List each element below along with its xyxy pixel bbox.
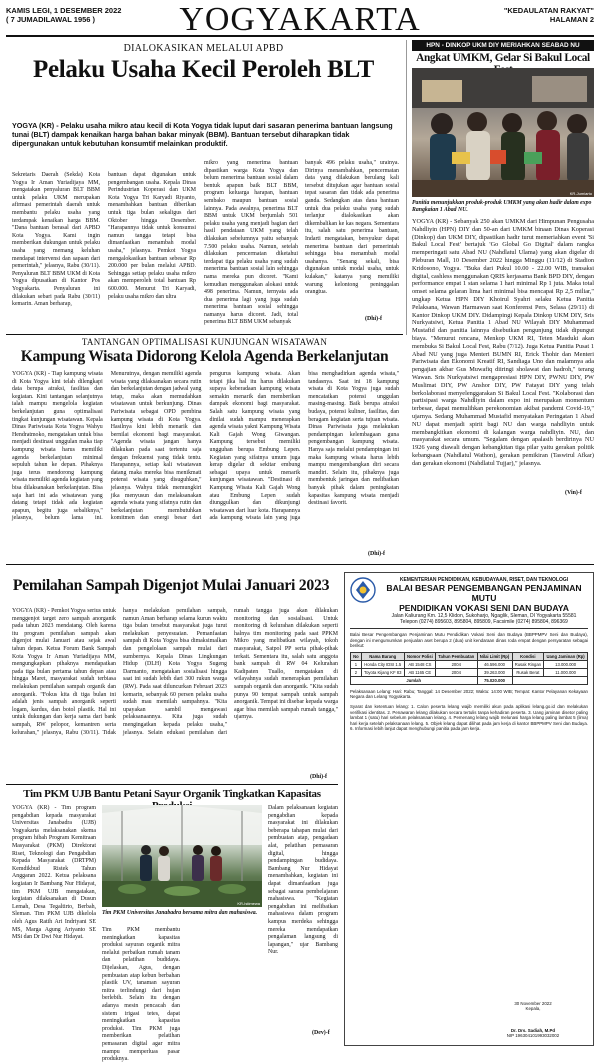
story5-photo-credit: KR-Istimewa [237, 901, 260, 906]
notice-header-text [380, 577, 588, 625]
notice-address: Jalan Kaliurang Km. 12,5 Klidon, Sukoharjo, Ngaglik, Sleman, DI Yogyakarta 55581 [391, 613, 577, 619]
story1-lead-text: - Pelaku usaha mikro atau kecil di Kota Yogya tidak luput dari sasaran penerima bantuan langsung tunai (BLT) dampak kenaikan harga bahan bakar minyak (BBM). Bantuan tersebut diharapkan tidak dipergunakan untuk kebutuhan konsumtif melainkan produktif. [12, 121, 393, 148]
story3-kicker: TANTANGAN OPTIMALISASI KUNJUNGAN WISATAWAN [81, 337, 328, 347]
table-cell: 13.000.000 [544, 660, 588, 668]
table-cell: Toyota Kijang KF 83 [361, 668, 404, 676]
notice-col-year: Tahun Pembuatan [435, 652, 477, 660]
notice-total-blank [512, 676, 588, 684]
table-cell: AB 1165 CE [404, 668, 435, 676]
story5-mid-text: Tim PKM membantu meningkatkan kapasitas produksi sayuran organik mitra melalui perbaikan rumah tanam dan pelatihan budidaya. Dijelaskan, Agus, dengan pembuatan atap kebun berbahan plastik UV, tanaman sayuran mitra terlindungi dari hujan berlebih. Selain itu dengan adanya mesin pencacah dan sistem irigasi tetes, dapat meningkatkan kapasitas produksi. Tim PKM juga memberikan pelatihan pemasaran digital agar mitra mampu memperluas pasar produknya. [102, 927, 180, 1063]
notice-sign-name: Dr. Drs. Sadiah, M.Pd [510, 1027, 556, 1033]
table-cell: Honda City IDSI 1.5 [361, 660, 404, 668]
notice-col-no: No [351, 652, 362, 660]
table-cell: 2004 [435, 660, 477, 668]
notice-total-value: 75.020.000 [477, 676, 512, 684]
notice-col-item: Nama Barang [361, 652, 404, 660]
story5-photo [102, 805, 262, 907]
table-cell: 11.000.000 [544, 668, 588, 676]
story1-lead [12, 121, 397, 148]
notice-signature-space [483, 1012, 583, 1028]
notice-total-label: Jumlah [351, 676, 478, 684]
table-cell: Rusak Berat [512, 668, 544, 676]
story3-end-mark: (Dhi)-f [368, 551, 386, 557]
story2-photo [412, 68, 594, 197]
story3-top-rule [6, 334, 403, 335]
story2-headline: Angkat UMKM, Gelar Si Bakul Local [416, 52, 590, 64]
story4-top-rule [6, 564, 594, 565]
story5-left-text: YOGYA (KR) - Tim program pengabdian kepada masyarakat Universitas Janabadra (UJB) Yogyakarta melaksanakan skema program hibah Program Kemitraan Masyarakat (PKM) Direktorat Riset, Teknologi dan Pengabdian Kepada Masyarakat (DRTPM) Kemdikbud Ristek Tahun Anggaran 2022. Ketua pelaksana kegiatan Ir Bambang Nur Hidayat, tim PKM UJB mengatakan, kegiatan dilaksanakan di Dusun Lemah, Desa Tegaltirto, Berbah, Sleman. Tim PKM UJB dikelola oleh Agus Ratih Ari Indriyani SE MS, Marga Agung Ariyanto SE MSi dan Dr Dwi Nur Hidayat. [12, 805, 96, 941]
table-cell: 1 [351, 660, 362, 668]
issue-hijri-date: ( 7 JUMADILAWAL 1956 ) [6, 15, 96, 24]
page-label: HALAMAN 2 [549, 15, 594, 24]
table-row [351, 660, 588, 668]
story1-column-1 [12, 172, 100, 322]
notice-contact: Telepon (0274) 895603, 895804, 895809, Facsimile (0274) 895804, 896369 [400, 619, 568, 625]
notice-sign-date: 30 November 2022 [514, 1000, 552, 1006]
story1-lead-byline: YOGYA (KR) [12, 121, 55, 130]
auction-notice [344, 572, 594, 1046]
story1-col2-text: bantuan dapat digunakan untuk pengembangan usaha. Kepala Dinas Perindustrian Koperasi dan UKM Kota Yogya Tri Karyadi Riyanto, menambahkan bantuan diberikan untuk tiga bulan sekaligus dari Oktober hingga Desember. "Harapannya tidak untuk konsumsi namun tangga tetapi bisa dimanfaatkan menambah modal usaha," jelasnya. Pemkot Yogya mengalokasikan bantuan sebesar Rp 200.000 per bulan melalui APBD. Sehingga setiap pelaku usaha mikro akan memperoleh total bantuan Rp 600.000. Menurut Tri Karyadi, pelaku usaha mikro dan ultra [108, 172, 196, 300]
story1-headline: Pelaku Usaha Kecil Peroleh BLT [32, 56, 375, 83]
story2-kicker: HPN - DINKOP UKM DIY MERIAHKAN SEABAD NU [412, 40, 594, 51]
story5-top-rule [6, 784, 338, 785]
notice-institution-line1: BALAI BESAR PENGEMBANGAN PENJAMINAN MUTU [386, 583, 582, 603]
notice-schedule: Pelaksanaan Lelang: Hari: Rabu; Tanggal: 14 Desember 2022; Waktu: 14:00 WIB; Tempat: Kantor Pelayanan Kekayaan Negara dan Lelang Yogyakarta. [350, 688, 588, 700]
table-cell: 46.596.000 [477, 660, 512, 668]
story1-col4-text: banyak 496 pelaku usaha," urainya. Dirinya menambahkan, pencermatan data yang dilakukan berulang kali tersebut ditujukan agar bantuan sosial tepat sasaran dan tidak ada penerima ganda. Sedangkan atas dana bantuan untuk dua pelaku usaha yang sudah terlanjur dialokasikan akan dikembalikan ke kas negara. Sementara itu, salah satu penerima bantuan, Indarti mengatakan, bersyukur dapat menerima bantuan dari pemerintah sehingga bisa menambah modal usahanya. "Senang sekali, bisa digunakan untuk modal usaha, untuk kulakan," katanya yang memiliki warung kelontong peninggalan orangtua. [305, 160, 399, 296]
story5-photo-graphic [102, 805, 262, 907]
story4-end-mark: (Dhi)-f [310, 774, 328, 780]
story2-body [412, 218, 594, 490]
notice-signature-block [483, 1001, 583, 1039]
story4-headline: Pemilahan Sampah Digenjot Mulai Januari 2023 [12, 577, 330, 594]
story5-headline: Tim PKM UJB Bantu Petani Sayur Organik Tingkatkan Kapasitas [23, 788, 321, 800]
story5-body-right [268, 805, 338, 1030]
notice-intro: Balai Besar Pengembangan Penjaminan Mutu Pendidikan Vokasi Seni dan Budaya (BBPPMPV Seni dan Budaya), dengan ini mengumumkan penjualan aset berupa 2 (dua) unit kendaraan dinas roda empat dengan persyaratan sebagai berikut: [350, 632, 588, 649]
notice-sign-nip: NIP 196304101993032002 [506, 1033, 560, 1039]
table-cell: AB 1548 CS [404, 660, 435, 668]
story3-body [12, 371, 399, 551]
story4-body-text: YOGYA (KR) - Pemkot Yogya serius untuk menggenjot target zero sampah anorganik pada tahun 2023 mendatang. Oleh karena itu program pemilahan sampah akan digenjot mulai Januari atau sejak awal tahun depan. Ketua Forum Bank Sampah Kota Yogya Ir Aman Yuriadijaya MM, mengungkapkan pihaknya mendapatkan pada tiga bulan pertama tahun depan atau hingga Maret, masyarakat sudah terbiasa melakukan pemilahan sampah organik dan anorganik. "Fokus kita di tiga bulan ini adalah jenis sampah anorganik seperti logam, kardus, dan botol plastik. Hal ini untuk dukungan dan kerja sama dari bank sampah, RW pelopor, kemantren serta kelurahan," jelasnya, Rabu (30/11). Tidak hanya melakukan pemilahan sampah, namun Aman berharap selama kurun waktu tiga bulan tersebut masyarakat juga turut melakukan penyesuaian. Pemanfaatan sampah di Kota Yogya bisa dimaksimalkan dan pengelolaan sampah mulai dari sumbernya. Kepala Dinas Lingkungan Hidup (DLH) Kota Yogya Sugeng Darmanto, mengatakan sosialisasi hingga saat ini sudah lebih dari 300 rukun warga (RW). Pada saat diluncurkan Februari 2023 kemarin, sebanyak 60 persen pelaku usaha sudah mau memilah sampahnya. "Kita upayakan sambil mengawasi pelaksanaannya. Kita juga sudah mengingatkan kepada pelaku usaha," jelasnya. Selain edukasi pemilahan dari rumah tangga juga akan dilakukan monitoring dan sosialisasi. Untuk monitoring di kelurahan dilakukan seperti halnya tim monitoring pada saat PPKM Mikro yang melibatkan wilayah, tokoh masyarakat, Satpol PP serta pihak-pihak terkait. Sementara itu, salah satu anggota bank sampah di RW 04 Kelurahan Kadipaten Tuallo, mengatakan di wilayahnya sudah menerapkan pemilahan sampah organik dan anorganik. "Kita sudah punya 90 tempat sampah untuk sampah anorganik. Tempat ini disebar kepada warga agar bisa memilah sampah rumah tangga," ujarnya. [12, 608, 338, 736]
table-cell: 2004 [435, 668, 477, 676]
masthead: YOGYAKARTA [179, 1, 421, 38]
table-row [351, 668, 588, 676]
tagline: "KEDAULATAN RAKYAT" [503, 6, 594, 15]
ministry-logo-icon [350, 577, 376, 603]
story1-col1-text: Sekretaris Daerah (Sekda) Kota Yogya Ir Aman Yuriadijaya MM, mengatakan penyaluran BLT BBM untuk pelaku UKM merupakan afirmasi pemerintah daerah untuk membantu pelaku usaha yang terdampak kenaikan harga BBM. "Dana bantuan berasal dari APBD Kota Yogya. Kami ingin memberikan dukungan untuk pelaku usaha yang memang keluhan mendapat intervensi dan sapaan dari pemerintah," jelasnya, Rabu (30/11). Penyaluran BLT BBM UKM di Kota Yogya dipusatkan di Kantor Pos Yogyakarta. Penyaluran ini dilakukan sebari pada Rabu (30/11) kemarin. Aman berharap, [12, 172, 100, 308]
story2-photo-graphic [412, 68, 594, 197]
story1-col3-text: mikro yang menerima bantuan dipastikan warga Kota Yogya dan belum menerima bantuan sosial dalam bentuk apapun baik BLT BBM, program keluarga harapan, bantuan sembako maupun bantuan sosial lainnya. Pada awalnya, penerima BLT BBM untuk UKM berjumlah 501 pelaku usaha yang menjadi bagian dari hasil pendataan UKM yang telah dilakukan sebelumnya yaitu sebanyak 7.500 pelaku usaha. Namun, setelah dilakukan pencermatan diketahui terdapat tiga pelaku usaha yang sudah menerima bantuan sosial lain sehingga nama mereka pun dicoret. "Kami kemudian menggunakan alokasi untuk 498 penerima. Namun, ternyata ada dua penerima lagi yang juga sudah menerima bantuan sosial sehingga namanya harus dicoret. Jadi, total penerima BLT BBM UKM sebanyak [204, 160, 298, 326]
story3-body-text: YOGYA (KR) - Tiap kampung wisata di Kota Yogya kini telah dilengkapi data berupa atraksi, fasilitas dan kegiatan. Kini tantangan selanjutnya ialah mampu mengelola kegiatan berkelanjutan guna optimalisasi tingkat kunjungan wisatawan. Kepala Dinas Pariwisata Kota Yogya Wahyu Hendratmoko, mengatakan untuk bisa menjadi destinasi unggulan maka tiap kampung wisata harus memiliki agenda berkelanjutan minimal sepuluh tahun ke depan. Pihaknya juga terus mendorong kampung wisata memiliki agenda kegiatan yang bisa dilaksanakan berkelanjutan. Bisa saja hari ini ada wisatawan yang datang tetapi tidak ada kegiatan apapun, begitu juga sebaliknya," jelasnya, belum lama ini. Menurutnya, dengan memiliki agenda wisata yang dilaksanakan secara rutin dan berkelanjutan dengan jadwal yang tetap, maka akan memudahkan wisatawan untuk berkunjung. Dinas Pariwisata sebagai OPD pembina kampung wisata di Kota Yogya. Hasilnya kini lebih menarik dan bernilai ekonomi bagi masyarakat. "Agenda wisata jangan hanya dilakukan pada saat tertentu saja dengan frekuensi yang tidak tentu. Harapannya, setiap kali wisatawan datang maka mereka bisa menikmati potensi wisata yang disuguhkan," jelasnya. Wahyu tidak memungkiri jika menyusun dan melaksanakan agenda wisata yang sifatnya rutin dan berkelanjutan membutuhkan komitmen dan energi besar dari pengurus kampung wisata. Akan tetapi jika hal itu harus dilakukan supaya keberadaan kampung wisata semakin menarik dan memberikan dampak ekonomi bagi masyarakat. Salah satu kampung wisata yang dinilai sudah mampu menerapkan agenda wisata yakni Kampung Wisata Kali Gajah Wong Giwangan. Kampung tersebut memiliki ungguhan berupa Embung Lepen. Kegiatan yang sifatnya umum juga kerap digelar di sekitar embung sebagai upaya untuk menarik kunjungan wisatawan. "Destinasi di Kampung Wisata Kali Gajah Wong atau Embung Lepen sudah diunggulkan dan dikunjungi wisatawan dari luar kota. Harapannya ada kampung wisata lain yang juga bisa menghadirkan agenda wisata," tandasnya. Saat ini 18 kampung wisata di Kota Yogya juga sudah mencatatkan potensi unggulan masing-masing. Baik berupa atraksi budaya, potensi kuliner, fasilitas, dan beragam kegiatan serta tujuan wisata. Dinas Pariwisata juga melakukan pendampingan kelembagaan guna pengembangan kampung wisata. Hanya saja melalui pendampingan ini maka kampung wisata harus lebih mampu mengembangkan diri secara mandiri. Selain itu, pihaknya juga membentuk jaringan dan melibatkan banyak pihak dalam peningkatan kapasitas kampung wisata menjadi destinasi favorit. [12, 371, 399, 522]
story2-caption: Panitia menunjukkan produk-produk UMKM yang akan hadir dalam expo Rangkaian 1 Abad NU. [412, 200, 592, 213]
column-divider [406, 40, 407, 335]
story2-body-text: YOGYA (KR) - Sebanyak 250 akan UMKM dari Himpunan Pengusaha Nahdliyin (HPN) DIY dan 50-an dari UMKM binaan Dinas Koperasi (Dinkop) dan UKM DIY, dipastikan hadir turut memeriahkan event 'Si Bakul Local Fest' bertajuk 'Go Global Go Digital' dalam rangka memperingati satu Abad NU (Nahdlatul Ulama) yang akan digelar di Pleburan Mall, 10 Desember 2022 hingga Minggu (11/12) di Stadion Kridosono, Yogya. "Buka dari Pukul 10.00 - 22.00 WIB, transaksi digital, cashless menggunakan QRIS kerjasama Bank BPD DIY, dengan performance empat 1 stan selama 1 hari minimal Rp 1 juta. Maka total omset selama gelaran lima hari minimal bisa mencapai Rp 2,5 miliar," ungkap Ketua HPN DIY Khoirul Syahri selaku Ketua Panitia Pelaksana, Wawan Harmawan saat Konferensi Pers, Selasa (29/11) di Kantor Dinkop UKM DIY. Didampingi Kepala Dinkop UKM DIY, Sris Nurkyatsiwi, Ketua Panitia 1 Abad NU Wilayah DIY Muhammad Mustafid dan panitia lainnya disebutkan pengunjung tidak dipungut biaya. "Menurut rencana, Menkop UKM RI, Teten Masduki akan membuka Si Bakul Local Fest, Rabu (7/12). Juga Ketua Panitia Pusat 1 Abad NU yang juga Menteri BUMN RI, Erick Thohir dan Menteri Pariwisata dan Ekonomi Kreatif RI, Sandiaga Uno dan malamnya ada pengajian akbar Gus Muwafiq diiringi sholawat dan hadroh," terang Wawan. Sris Nurkyatsiwi mengapresiasi HPN DIY, PWNU DIY, PW Muslimat DIY, PW Anshor DIY, PW Fatayat DIY yang telah berkolaborasi menyelenggarakan Si Bakul Local Fest. "Kolaborasi dan partisipasi warga Nahdliyin dalam expo ini merupakan momentum terbesar, dapat memulihkan perekonomian akibat pandemi Covid-19," ujarnya. Sedang Muhammad Mustafid menyatakan Peringatan 1 Abad NU dapat menjadi spirit bagi NU dan warga nahdliyin untuk membangkitkan ekonomi di kalangan warga nahdliyin. NU, dan masyarakat secara umum. "Segalam dengan apalasih berdirinya NU 1926 yang diawali dengan kebangkitan tiga pilar yaitu gerakan politik kebangsaan (Nahdlatul Wathon), gerakan pemikiran (Taswirul Afkar) dan gerakan ekonomi (Nahdlatul Tujjar)," jelasnya. [412, 218, 594, 467]
notice-terms: Syarat dan ketentuan lelang: 1. Calon peserta lelang wajib memiliki akun pada aplikasi lelang.go.id dan melakukan verifikasi identitas. 2. Penawaran lelang dilakukan secara tertulis tanpa kehadiran peserta. 3. Uang jaminan disetor paling lambat 1 (satu) hari sebelum pelaksanaan lelang. 4. Pemenang lelang wajib melunasi harga lelang paling lambat 5 (lima) hari kerja setelah pelaksanaan lelang. 5. Objek lelang dapat dilihat pada jam kerja di kantor BBPPMPV Seni dan Budaya. 6. Informasi lebih lanjut dapat menghubungi panitia pada jam kerja. [350, 703, 588, 732]
issue-date: KAMIS LEGI, 1 DESEMBER 2022 [6, 6, 122, 15]
notice-total-row [351, 676, 588, 684]
story1-column-3 [204, 160, 298, 326]
story4-body [12, 608, 338, 774]
story5-body-mid [102, 927, 180, 1063]
story5-right-text: Dalam pelaksanaan kegiatan pengabdian kepada masyarakat ini dilakukan beberapa tahapan mulai dari pembuatan atap, pengadaan alat, pelatihan pemasaran digital, hingga pendampingan budidaya. Bambang Nur Hidayat menambahkan, kegiatan ini dapat dimanfaatkan juga sebagai sarana pembelajaran mahasiswa. "Kegiatan pengabdian ini melibatkan mahasiswa dalam program kampus merdeka sehingga mereka mendapatkan pengalaman langsung di lapangan," ujar Bambang Nur. [268, 805, 338, 956]
story2-photo-credit: KR-Jumiarto [569, 191, 592, 196]
notice-col-condition: Kondisi [512, 652, 544, 660]
story5-caption: Tim PKM Universitas Janabadra bersama mitra dan mahasiswa. [102, 910, 258, 916]
notice-table [350, 652, 588, 685]
story5-end-mark: (Dev)-f [312, 1030, 330, 1036]
story3-headline: Kampung Wisata Didorong Kelola Agenda Berkelanjutan [20, 348, 389, 365]
notice-institution-line2: PENDIDIKAN VOKASI SENI DAN BUDAYA [399, 603, 569, 613]
story1-column-2 [108, 172, 196, 322]
notice-col-deposit: Uang Jaminan (Rp) [544, 652, 588, 660]
story5-body-left [12, 805, 96, 1045]
table-cell: 39.263.000 [477, 668, 512, 676]
story1-end-mark: (Dhi)-f [365, 316, 383, 322]
notice-header [350, 577, 588, 629]
story1-column-4 [305, 160, 399, 316]
table-cell: 2 [351, 668, 362, 676]
story5-body-mid2 [186, 927, 262, 1045]
notice-sign-role: Kepala, [525, 1006, 541, 1012]
table-cell: Rusak Ringan [512, 660, 544, 668]
story1-kicker: DIALOKASIKAN MELALUI APBD [123, 43, 284, 54]
notice-col-plate: Nomor Polisi [404, 652, 435, 660]
notice-table-header-row [351, 652, 588, 660]
story2-end-mark: (Vin)-f [565, 490, 582, 496]
notice-ministry: KEMENTERIAN PENDIDIKAN, KEBUDAYAAN, RISET, DAN TEKNOLOGI [399, 577, 569, 583]
notice-col-limit: Nilai Limit (Rp) [477, 652, 512, 660]
masthead-rule [6, 35, 594, 37]
